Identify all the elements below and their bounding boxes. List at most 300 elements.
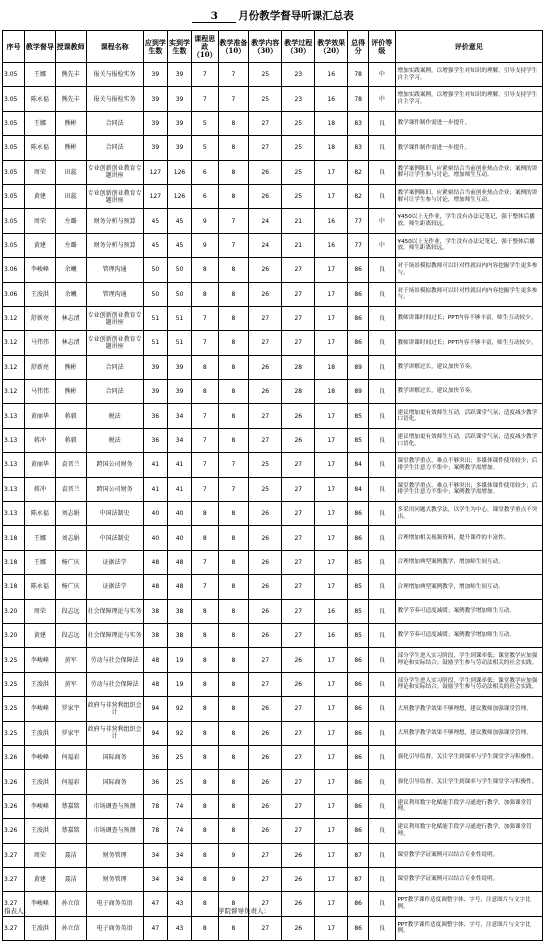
col-content-cell: 27 (249, 404, 282, 428)
col-process-cell: 25 (282, 111, 315, 135)
col-content-cell: 26 (249, 575, 282, 599)
col-comment-cell: PPT教学课件适度调整字体、字号，注意图片与文字比例。 (395, 892, 542, 916)
col-grade-cell: 中 (369, 87, 395, 111)
col-expected-cell: 127 (143, 160, 167, 184)
col-total-cell: 82 (348, 160, 369, 184)
col-prep-cell: 8 (218, 160, 249, 184)
table-row (3, 111, 543, 135)
table-row (3, 428, 543, 452)
col-expected-cell: 34 (143, 867, 167, 891)
col-content-cell: 26 (249, 794, 282, 818)
col-comment-cell: 课堂教学重点、难点不够突出；多媒体课件使用较少；后排学生注意力不集中；案例教学需增加。 (395, 477, 542, 501)
col-actual-cell: 74 (167, 794, 191, 818)
col-comment-cell: 教学讲解过长，建议加快节奏。 (395, 355, 542, 379)
col-total-cell: 85 (348, 623, 369, 647)
col-expected-cell: 47 (143, 916, 167, 940)
col-process-cell: 26 (282, 867, 315, 891)
col-actual-cell: 19 (167, 648, 191, 672)
col-effect-cell: 17 (315, 331, 348, 355)
col-prep-cell: 8 (218, 892, 249, 916)
col-total-cell: 82 (348, 184, 369, 208)
table-row (3, 331, 543, 355)
col-course-cell: 市场调查与预测 (86, 819, 143, 843)
col-total-cell: 85 (348, 599, 369, 623)
col-course-cell: 管理沟通 (86, 282, 143, 306)
col-course-cell: 国际商务 (86, 745, 143, 769)
col-content-cell: 26 (249, 160, 282, 184)
table-row (3, 380, 543, 404)
col-seq-cell: 3.18 (3, 575, 25, 599)
col-teacher-cell: 林志清 (55, 331, 86, 355)
col-effect-cell: 17 (315, 672, 348, 696)
header-col-teacher: 授课教师 (55, 31, 86, 63)
col-actual-cell: 51 (167, 306, 191, 330)
col-content-cell: 26 (249, 502, 282, 526)
col-actual-cell: 34 (167, 843, 191, 867)
col-process-cell: 28 (282, 380, 315, 404)
col-ideology-cell: 6 (192, 160, 218, 184)
col-teacher-cell: 孙立信 (55, 892, 86, 916)
table-row (3, 623, 543, 647)
col-process-cell: 27 (282, 819, 315, 843)
col-actual-cell: 38 (167, 623, 191, 647)
col-prep-cell: 8 (218, 697, 249, 721)
col-total-cell: 89 (348, 380, 369, 404)
col-seq-cell: 3.27 (3, 867, 25, 891)
col-actual-cell: 50 (167, 258, 191, 282)
col-effect-cell: 17 (315, 770, 348, 794)
col-grade-cell: 良 (369, 184, 395, 208)
col-ideology-cell: 8 (192, 916, 218, 940)
col-comment-cell: 多采用问题式教学法，以学生为中心，课堂教学重点不突出。 (395, 502, 542, 526)
col-grade-cell: 良 (369, 526, 395, 550)
col-actual-cell: 34 (167, 404, 191, 428)
col-supervisor-cell: 周荣 (24, 209, 55, 233)
col-grade-cell: 良 (369, 794, 395, 818)
col-teacher-cell: 黄军 (55, 648, 86, 672)
header-col-effect: 教学效果（20） (315, 31, 348, 63)
col-grade-cell: 良 (369, 477, 395, 501)
col-seq-cell: 3.26 (3, 745, 25, 769)
col-course-cell: 合同法 (86, 355, 143, 379)
col-effect-cell: 17 (315, 550, 348, 574)
col-supervisor-cell: 陈永福 (24, 575, 55, 599)
col-supervisor-cell: 陈永福 (24, 136, 55, 160)
col-total-cell: 77 (348, 209, 369, 233)
table-row (3, 843, 543, 867)
col-total-cell: 86 (348, 648, 369, 672)
col-grade-cell: 良 (369, 306, 395, 330)
col-content-cell: 27 (249, 111, 282, 135)
col-comment-cell: 大班教学教学效果不够理想，建议教师加强课堂管理。 (395, 697, 542, 721)
col-supervisor-cell: 李峻峰 (24, 892, 55, 916)
col-grade-cell: 良 (369, 892, 395, 916)
col-process-cell: 27 (282, 282, 315, 306)
col-expected-cell: 127 (143, 184, 167, 208)
col-ideology-cell: 7 (192, 404, 218, 428)
col-effect-cell: 16 (315, 233, 348, 257)
col-process-cell: 27 (282, 575, 315, 599)
col-comment-cell: 强化引导监督，关注学生到课率与学生课堂学习积极性。 (395, 745, 542, 769)
table-row (3, 526, 543, 550)
col-effect-cell: 17 (315, 721, 348, 745)
table-row (3, 184, 543, 208)
col-grade-cell: 良 (369, 843, 395, 867)
col-supervisor-cell: 蒋冲 (24, 428, 55, 452)
col-comment-cell: 教师讲课时间过长；PPT内容不够丰富，师生互动较少。 (395, 331, 542, 355)
header-col-course: 课程名称 (86, 31, 143, 63)
col-comment-cell: 教学案例陈旧，应紧密结合当前创业热点企业；案例的讲解可让学生参与讨论，增加师生互动。 (395, 160, 542, 184)
col-actual-cell: 43 (167, 916, 191, 940)
table-row (3, 819, 543, 843)
col-expected-cell: 48 (143, 672, 167, 696)
col-course-cell: 劳动与社会保障法 (86, 672, 143, 696)
col-ideology-cell: 8 (192, 867, 218, 891)
col-effect-cell: 16 (315, 87, 348, 111)
col-comment-cell: 大班教学教学效果不够理想，建议教师加强课堂管理。 (395, 721, 542, 745)
col-supervisor-cell: 周荣 (24, 599, 55, 623)
col-content-cell: 27 (249, 892, 282, 916)
col-grade-cell: 良 (369, 331, 395, 355)
col-content-cell: 26 (249, 721, 282, 745)
col-supervisor-cell: 王娜 (24, 526, 55, 550)
col-process-cell: 27 (282, 623, 315, 647)
col-total-cell: 84 (348, 477, 369, 501)
col-seq-cell: 3.27 (3, 916, 25, 940)
col-supervisor-cell: 李峻峰 (24, 258, 55, 282)
col-teacher-cell: 段志远 (55, 623, 86, 647)
col-process-cell: 26 (282, 916, 315, 940)
col-comment-cell: ¥450以上无作业，学生没有办法记笔记，强于整体后播放，师生距离较远。 (395, 209, 542, 233)
col-process-cell: 27 (282, 453, 315, 477)
col-ideology-cell: 5 (192, 136, 218, 160)
footer-supervisor: 学院督导负责人： (218, 907, 270, 915)
col-supervisor-cell: 李峻峰 (24, 794, 55, 818)
col-grade-cell: 良 (369, 819, 395, 843)
col-teacher-cell: 熊先丰 (55, 87, 86, 111)
col-comment-cell: 建议增加更有效师生互动，活跃课堂气氛；适度减少教学口语化。 (395, 428, 542, 452)
table-row (3, 648, 543, 672)
col-content-cell: 27 (249, 136, 282, 160)
col-ideology-cell: 5 (192, 111, 218, 135)
col-expected-cell: 39 (143, 136, 167, 160)
header-col-process: 教学过程（30） (282, 31, 315, 63)
col-prep-cell: 8 (218, 136, 249, 160)
col-process-cell: 21 (282, 209, 315, 233)
col-total-cell: 86 (348, 331, 369, 355)
col-expected-cell: 40 (143, 502, 167, 526)
col-ideology-cell: 8 (192, 282, 218, 306)
col-course-cell: 跨国公司财务 (86, 453, 143, 477)
col-prep-cell: 8 (218, 550, 249, 574)
col-course-cell: 专业创新创业教育专题讲座 (86, 306, 143, 330)
col-ideology-cell: 7 (192, 453, 218, 477)
col-content-cell: 26 (249, 355, 282, 379)
col-expected-cell: 78 (143, 794, 167, 818)
col-course-cell: 政府与非营利组织会计 (86, 721, 143, 745)
col-process-cell: 27 (282, 258, 315, 282)
col-effect-cell: 17 (315, 697, 348, 721)
col-course-cell: 市场调查与预测 (86, 794, 143, 818)
col-content-cell: 27 (249, 331, 282, 355)
col-effect-cell: 18 (315, 355, 348, 379)
col-comment-cell: 部分学生进入实习阶段，学生到课率低；课堂教学应加强理论和实际结合；鼓励学生参与劳动法相关的社会实践。 (395, 648, 542, 672)
col-ideology-cell: 6 (192, 184, 218, 208)
col-ideology-cell: 8 (192, 599, 218, 623)
col-actual-cell: 39 (167, 111, 191, 135)
col-supervisor-cell: 黄建 (24, 623, 55, 647)
table-row (3, 770, 543, 794)
col-actual-cell: 126 (167, 160, 191, 184)
col-grade-cell: 良 (369, 282, 395, 306)
col-seq-cell: 3.12 (3, 331, 25, 355)
col-teacher-cell: 熊彬 (55, 380, 86, 404)
col-grade-cell: 良 (369, 648, 395, 672)
col-comment-cell: 部分学生进入实习阶段，学生到课率低；课堂教学应加强理论和实际结合；鼓励学生参与劳动法相关的社会实践。 (395, 672, 542, 696)
col-teacher-cell: 刘志娟 (55, 526, 86, 550)
col-grade-cell: 良 (369, 623, 395, 647)
col-supervisor-cell: 李峻峰 (24, 745, 55, 769)
header-col-comment: 评价意见 (395, 31, 542, 63)
col-effect-cell: 17 (315, 794, 348, 818)
col-teacher-cell: 熊彬 (55, 136, 86, 160)
col-actual-cell: 126 (167, 184, 191, 208)
col-expected-cell: 38 (143, 599, 167, 623)
col-process-cell: 27 (282, 526, 315, 550)
col-comment-cell: 课堂教学重点、难点不够突出；多媒体课件使用较少；后排学生注意力不集中；案例教学需增加。 (395, 453, 542, 477)
col-content-cell: 26 (249, 599, 282, 623)
col-actual-cell: 38 (167, 599, 191, 623)
col-process-cell: 27 (282, 721, 315, 745)
col-content-cell: 26 (249, 526, 282, 550)
col-content-cell: 27 (249, 672, 282, 696)
table-row (3, 697, 543, 721)
col-total-cell: 85 (348, 550, 369, 574)
col-content-cell: 27 (249, 916, 282, 940)
col-grade-cell: 良 (369, 599, 395, 623)
col-process-cell: 23 (282, 87, 315, 111)
col-course-cell: 电子商务英语 (86, 916, 143, 940)
col-course-cell: 管理沟通 (86, 258, 143, 282)
col-content-cell: 27 (249, 843, 282, 867)
col-supervisor-cell: 周荣 (24, 160, 55, 184)
col-comment-cell: 教学节奏可适度减缓；案例教学增加师生互动。 (395, 599, 542, 623)
col-process-cell: 21 (282, 233, 315, 257)
col-supervisor-cell: 周荣 (24, 843, 55, 867)
col-content-cell: 27 (249, 867, 282, 891)
col-teacher-cell: 熊先丰 (55, 63, 86, 87)
col-teacher-cell: 袁晋兰 (55, 453, 86, 477)
col-seq-cell: 3.06 (3, 258, 25, 282)
col-comment-cell: 课堂教学学证案例可以结合专业性说明。 (395, 843, 542, 867)
table-row (3, 233, 543, 257)
col-total-cell: 83 (348, 136, 369, 160)
table-row (3, 258, 543, 282)
col-content-cell: 26 (249, 697, 282, 721)
col-seq-cell: 3.18 (3, 526, 25, 550)
col-course-cell: 合同法 (86, 380, 143, 404)
col-comment-cell: 教学案例陈旧，应紧密结合当前创业热点企业；案例的讲解可让学生参与讨论，增加师生互动。 (395, 184, 542, 208)
table-row (3, 892, 543, 916)
col-comment-cell: 增加实践案例，以增强学生对知识的理解，引导支持学生自主学习。 (395, 87, 542, 111)
col-content-cell: 26 (249, 258, 282, 282)
col-teacher-cell: 熊彬 (55, 355, 86, 379)
col-total-cell: 85 (348, 428, 369, 452)
col-prep-cell: 8 (218, 623, 249, 647)
col-expected-cell: 45 (143, 233, 167, 257)
col-grade-cell: 良 (369, 916, 395, 940)
col-seq-cell: 3.13 (3, 453, 25, 477)
col-ideology-cell: 7 (192, 550, 218, 574)
col-expected-cell: 51 (143, 306, 167, 330)
table-row (3, 867, 543, 891)
table-row (3, 745, 543, 769)
col-seq-cell: 3.12 (3, 380, 25, 404)
col-effect-cell: 18 (315, 380, 348, 404)
col-seq-cell: 3.13 (3, 404, 25, 428)
col-actual-cell: 19 (167, 672, 191, 696)
col-supervisor-cell: 王浚洪 (24, 770, 55, 794)
col-prep-cell: 8 (218, 428, 249, 452)
col-grade-cell: 良 (369, 380, 395, 404)
col-supervisor-cell: 舒新亮 (24, 306, 55, 330)
col-ideology-cell: 8 (192, 892, 218, 916)
col-seq-cell: 3.18 (3, 550, 25, 574)
col-expected-cell: 94 (143, 697, 167, 721)
col-seq-cell: 3.05 (3, 160, 25, 184)
table-row (3, 160, 543, 184)
title-text: 月份教学督导听课汇总表 (238, 10, 354, 22)
col-prep-cell: 9 (218, 867, 249, 891)
col-comment-cell: 教学节奏可适度减缓；案例教学增加师生互动。 (395, 623, 542, 647)
col-process-cell: 27 (282, 331, 315, 355)
col-comment-cell: 建议增加更有效师生互动，活跃课堂气氛；适度减少教学口语化。 (395, 404, 542, 428)
col-process-cell: 27 (282, 745, 315, 769)
col-prep-cell: 8 (218, 819, 249, 843)
col-actual-cell: 25 (167, 745, 191, 769)
col-expected-cell: 78 (143, 819, 167, 843)
col-process-cell: 26 (282, 648, 315, 672)
col-prep-cell: 8 (218, 526, 249, 550)
col-teacher-cell: 罗家宇 (55, 697, 86, 721)
col-prep-cell: 8 (218, 258, 249, 282)
col-effect-cell: 18 (315, 111, 348, 135)
table-row (3, 63, 543, 87)
col-teacher-cell: 罗家宇 (55, 721, 86, 745)
col-content-cell: 25 (249, 453, 282, 477)
table-row (3, 794, 543, 818)
col-prep-cell: 8 (218, 672, 249, 696)
col-seq-cell: 3.06 (3, 282, 25, 306)
col-seq-cell: 3.25 (3, 721, 25, 745)
col-actual-cell: 39 (167, 380, 191, 404)
col-grade-cell: 中 (369, 209, 395, 233)
col-ideology-cell: 9 (192, 233, 218, 257)
col-course-cell: 财务管理 (86, 867, 143, 891)
col-actual-cell: 34 (167, 867, 191, 891)
col-prep-cell: 8 (218, 916, 249, 940)
header-col-ideology: 课程思政（10） (192, 31, 218, 63)
col-supervisor-cell: 马伟伟 (24, 331, 55, 355)
col-course-cell: 税法 (86, 404, 143, 428)
col-process-cell: 25 (282, 160, 315, 184)
col-teacher-cell: 袁晋兰 (55, 477, 86, 501)
col-comment-cell: 对于场景模拟教师可以针对性就局内内容挖掘学生更多参与。 (395, 258, 542, 282)
col-effect-cell: 17 (315, 648, 348, 672)
col-content-cell: 26 (249, 770, 282, 794)
col-process-cell: 27 (282, 599, 315, 623)
col-seq-cell: 3.26 (3, 770, 25, 794)
col-course-cell: 政府与非营利组织会计 (86, 697, 143, 721)
col-prep-cell: 8 (218, 502, 249, 526)
col-prep-cell: 8 (218, 575, 249, 599)
col-grade-cell: 良 (369, 575, 395, 599)
table-row (3, 209, 543, 233)
col-ideology-cell: 8 (192, 380, 218, 404)
col-expected-cell: 36 (143, 428, 167, 452)
col-prep-cell: 8 (218, 404, 249, 428)
col-ideology-cell: 7 (192, 331, 218, 355)
col-course-cell: 社会保障理论与实务 (86, 623, 143, 647)
col-prep-cell: 7 (218, 209, 249, 233)
col-prep-cell: 8 (218, 770, 249, 794)
col-actual-cell: 92 (167, 721, 191, 745)
col-expected-cell: 39 (143, 355, 167, 379)
col-supervisor-cell: 黄丽华 (24, 453, 55, 477)
col-effect-cell: 17 (315, 306, 348, 330)
col-total-cell: 86 (348, 819, 369, 843)
col-ideology-cell: 8 (192, 648, 218, 672)
table-row (3, 136, 543, 160)
col-expected-cell: 38 (143, 623, 167, 647)
col-supervisor-cell: 黄建 (24, 867, 55, 891)
col-actual-cell: 41 (167, 477, 191, 501)
col-comment-cell: 教师讲课时间过长；PPT内容不够丰富，师生互动较少。 (395, 306, 542, 330)
col-expected-cell: 94 (143, 721, 167, 745)
col-grade-cell: 良 (369, 550, 395, 574)
col-teacher-cell: 段志远 (55, 599, 86, 623)
col-ideology-cell: 7 (192, 63, 218, 87)
col-teacher-cell: 蔡嘉铭 (55, 819, 86, 843)
col-grade-cell: 良 (369, 428, 395, 452)
col-supervisor-cell: 黄丽华 (24, 404, 55, 428)
col-expected-cell: 47 (143, 892, 167, 916)
col-expected-cell: 48 (143, 648, 167, 672)
col-actual-cell: 48 (167, 550, 191, 574)
col-actual-cell: 50 (167, 282, 191, 306)
col-comment-cell: 合理增加相关视频资料，提升课件的丰富性。 (395, 526, 542, 550)
col-effect-cell: 17 (315, 526, 348, 550)
col-teacher-cell: 杨广庆 (55, 575, 86, 599)
col-actual-cell: 40 (167, 502, 191, 526)
col-effect-cell: 17 (315, 867, 348, 891)
col-supervisor-cell: 王浚洪 (24, 819, 55, 843)
col-teacher-cell: 蔡嘉铭 (55, 794, 86, 818)
col-ideology-cell: 8 (192, 697, 218, 721)
col-seq-cell: 3.25 (3, 697, 25, 721)
table-row (3, 721, 543, 745)
col-grade-cell: 良 (369, 160, 395, 184)
col-effect-cell: 17 (315, 892, 348, 916)
col-total-cell: 85 (348, 575, 369, 599)
col-actual-cell: 25 (167, 770, 191, 794)
col-comment-cell: 强化引导监督，关注学生到课率与学生课堂学习积极性。 (395, 770, 542, 794)
col-expected-cell: 39 (143, 380, 167, 404)
evaluation-table (2, 30, 543, 941)
col-actual-cell: 34 (167, 428, 191, 452)
col-grade-cell: 中 (369, 63, 395, 87)
col-prep-cell: 8 (218, 282, 249, 306)
